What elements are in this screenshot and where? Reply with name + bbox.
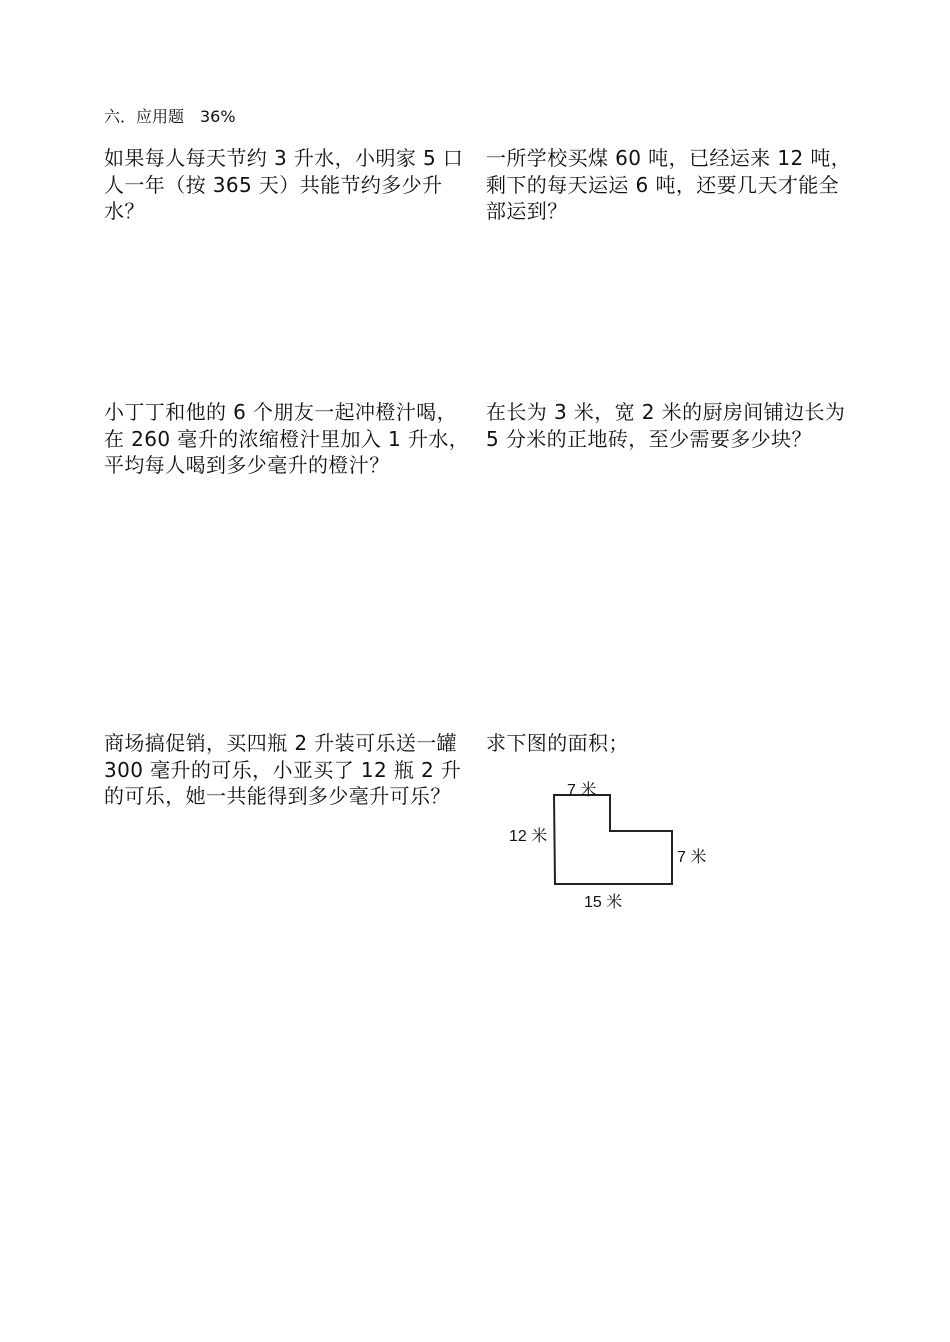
problem-1: 如果每人每天节约 3 升水，小明家 5 口人一年（按 365 天）共能节约多少升水？	[104, 146, 464, 223]
dimension-label-right: 7 米	[677, 849, 707, 866]
dimension-label-bottom: 15 米	[584, 894, 623, 911]
section-title: 六．应用题 36%	[104, 107, 236, 126]
l-shape-diagram	[500, 770, 740, 920]
problem-5: 商场搞促销，买四瓶 2 升装可乐送一罐 300 毫升的可乐，小亚买了 12 瓶 2 升的可乐，她一共能得到多少毫升可乐？	[104, 731, 462, 808]
dimension-label-left: 12 米	[509, 828, 548, 845]
problem-4: 在长为 3 米，宽 2 米的厨房间铺边长为 5 分米的正地砖，至少需要多少块？	[486, 400, 846, 451]
problem-6: 求下图的面积；	[486, 731, 629, 755]
problem-3: 小丁丁和他的 6 个朋友一起冲橙汁喝，在 260 毫升的浓缩橙汁里加入 1 升水，平均每人喝到多少毫升的橙汁？	[104, 400, 470, 477]
problem-2: 一所学校买煤 60 吨，已经运来 12 吨，剩下的每天运运 6 吨，还要几天才能全部运到？	[486, 146, 852, 223]
dimension-label-top: 7 米	[567, 782, 597, 799]
